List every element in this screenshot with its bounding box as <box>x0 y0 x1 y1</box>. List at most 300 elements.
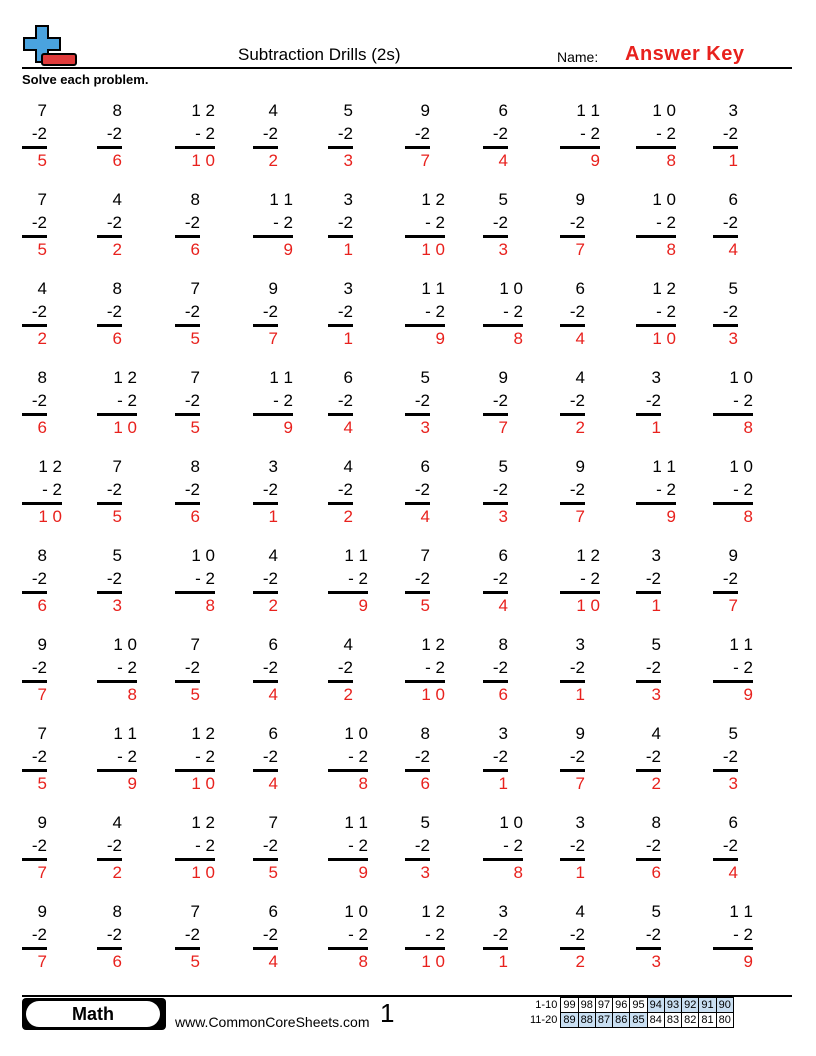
score-cell: 93 <box>664 998 681 1013</box>
answer: 6 <box>112 329 122 348</box>
answer: 6 <box>498 685 508 704</box>
minuend: 8 <box>190 190 200 209</box>
subtraction-problem <box>483 633 508 706</box>
minuend: 1 2 <box>191 813 215 832</box>
answer: 9 <box>283 240 293 259</box>
subtrahend: -2 <box>106 213 122 232</box>
subtrahend: -2 <box>337 302 353 321</box>
minuend: 1 2 <box>576 546 600 565</box>
minuend: 1 1 <box>652 457 676 476</box>
minuend: 7 <box>190 635 200 654</box>
answer: 4 <box>268 952 278 971</box>
subtraction-problem <box>405 366 430 439</box>
subtrahend: -2 <box>184 480 200 499</box>
subtrahend: - 2 <box>42 480 62 499</box>
minuend: 6 <box>728 190 738 209</box>
subtrahend: -2 <box>645 658 661 677</box>
subtrahend: - 2 <box>117 747 137 766</box>
subtrahend: - 2 <box>425 925 445 944</box>
subtraction-problem <box>560 188 585 261</box>
subtrahend: -2 <box>262 569 278 588</box>
subtraction-problem <box>713 544 738 617</box>
subtraction-problem <box>560 99 600 172</box>
subtraction-problem <box>713 99 738 172</box>
answer: 1 <box>575 863 585 882</box>
subtrahend: -2 <box>569 836 585 855</box>
answer: 1 0 <box>113 418 137 437</box>
answer: 7 <box>498 418 508 437</box>
subtraction-problem <box>483 99 508 172</box>
subtraction-problem <box>22 366 47 439</box>
answer: 2 <box>268 151 278 170</box>
subtrahend: - 2 <box>733 658 753 677</box>
answer: 8 <box>513 863 523 882</box>
answer: 8 <box>358 774 368 793</box>
subtrahend: - 2 <box>348 747 368 766</box>
subtraction-problem <box>22 900 47 973</box>
subtraction-problem <box>713 722 738 795</box>
score-cell: 89 <box>561 1013 578 1028</box>
score-cell: 99 <box>561 998 578 1013</box>
minuend: 7 <box>37 101 47 120</box>
answer: 7 <box>728 596 738 615</box>
minuend: 1 0 <box>652 190 676 209</box>
answer: 1 0 <box>191 151 215 170</box>
subtrahend: -2 <box>414 836 430 855</box>
answer: 9 <box>358 863 368 882</box>
answer: 6 <box>190 240 200 259</box>
minuend: 6 <box>575 279 585 298</box>
minuend: 6 <box>498 101 508 120</box>
minuend: 5 <box>343 101 353 120</box>
answer: 2 <box>268 596 278 615</box>
subtrahend: -2 <box>414 569 430 588</box>
minuend: 6 <box>343 368 353 387</box>
answer: 6 <box>651 863 661 882</box>
answer: 7 <box>37 952 47 971</box>
subtrahend: -2 <box>106 124 122 143</box>
subtrahend: - 2 <box>656 124 676 143</box>
subtrahend: -2 <box>262 658 278 677</box>
answer: 8 <box>666 240 676 259</box>
subtraction-problem <box>636 99 676 172</box>
subtrahend: -2 <box>31 747 47 766</box>
minuend: 3 <box>343 279 353 298</box>
answer: 6 <box>37 596 47 615</box>
answer: 1 0 <box>421 952 445 971</box>
subtraction-problem <box>405 544 430 617</box>
answer: 6 <box>420 774 430 793</box>
subtraction-problem <box>328 277 353 350</box>
subtraction-problem <box>328 811 368 884</box>
subtraction-problem <box>636 455 676 528</box>
subtrahend: - 2 <box>425 302 445 321</box>
minuend: 6 <box>268 902 278 921</box>
subtraction-problem <box>328 366 353 439</box>
answer: 8 <box>358 952 368 971</box>
minuend: 9 <box>498 368 508 387</box>
answer: 3 <box>728 774 738 793</box>
minuend: 1 0 <box>652 101 676 120</box>
subtrahend: - 2 <box>656 480 676 499</box>
answer: 4 <box>728 863 738 882</box>
subtrahend: -2 <box>414 391 430 410</box>
subtraction-problem <box>560 544 600 617</box>
subtrahend: -2 <box>492 925 508 944</box>
minuend: 3 <box>651 368 661 387</box>
minuend: 4 <box>575 368 585 387</box>
minuend: 6 <box>420 457 430 476</box>
minuend: 1 1 <box>269 190 293 209</box>
answer: 8 <box>743 418 753 437</box>
subtraction-problem <box>328 99 353 172</box>
subtrahend: - 2 <box>503 836 523 855</box>
minuend: 1 0 <box>729 457 753 476</box>
minuend: 9 <box>575 190 585 209</box>
minuend: 1 2 <box>113 368 137 387</box>
score-cell: 98 <box>578 998 595 1013</box>
subtraction-problem <box>483 811 523 884</box>
answer: 1 <box>728 151 738 170</box>
score-row <box>528 1013 733 1028</box>
subtraction-problem <box>22 455 62 528</box>
answer: 9 <box>743 952 753 971</box>
score-table <box>528 997 734 1028</box>
subtrahend: -2 <box>106 836 122 855</box>
answer: 1 0 <box>576 596 600 615</box>
score-cell: 87 <box>595 1013 612 1028</box>
subtraction-problem <box>175 722 215 795</box>
subtrahend: -2 <box>569 925 585 944</box>
subtrahend: - 2 <box>348 569 368 588</box>
answer: 9 <box>358 596 368 615</box>
subtraction-problem <box>560 366 585 439</box>
score-row-label: 1-10 <box>535 999 558 1011</box>
answer: 1 0 <box>652 329 676 348</box>
minuend: 1 2 <box>38 457 62 476</box>
subtraction-problem <box>253 722 278 795</box>
minuend: 8 <box>498 635 508 654</box>
subtraction-problem <box>253 366 293 439</box>
subtrahend: -2 <box>722 569 738 588</box>
subject-badge <box>22 998 166 1030</box>
subtrahend: -2 <box>722 213 738 232</box>
minuend: 9 <box>37 902 47 921</box>
answer: 9 <box>666 507 676 526</box>
minuend: 5 <box>112 546 122 565</box>
answer: 1 0 <box>421 240 445 259</box>
minuend: 1 1 <box>344 813 368 832</box>
subtraction-problem <box>175 633 200 706</box>
minuend: 7 <box>112 457 122 476</box>
subtrahend: - 2 <box>273 213 293 232</box>
subtraction-problem <box>328 633 353 706</box>
subtraction-problem <box>636 366 661 439</box>
subtraction-problem <box>405 811 430 884</box>
answer: 9 <box>435 329 445 348</box>
subtraction-problem <box>483 722 508 795</box>
subtrahend: -2 <box>569 747 585 766</box>
answer: 9 <box>283 418 293 437</box>
answer-key-label: Answer Key <box>625 43 745 65</box>
answer: 1 <box>268 507 278 526</box>
subtraction-problem <box>483 188 508 261</box>
answer: 2 <box>112 863 122 882</box>
subtrahend: - 2 <box>733 925 753 944</box>
minuend: 9 <box>575 457 585 476</box>
minuend: 9 <box>37 635 47 654</box>
answer: 4 <box>728 240 738 259</box>
subtrahend: - 2 <box>195 747 215 766</box>
subtrahend: -2 <box>184 658 200 677</box>
minuend: 1 2 <box>652 279 676 298</box>
minuend: 4 <box>268 101 278 120</box>
instructions: Solve each problem. <box>22 72 149 87</box>
subtraction-problem <box>636 544 661 617</box>
subtraction-problem <box>713 277 738 350</box>
subtraction-problem <box>713 188 738 261</box>
minuend: 8 <box>420 724 430 743</box>
subtraction-problem <box>253 188 293 261</box>
minuend: 5 <box>420 368 430 387</box>
minuend: 9 <box>37 813 47 832</box>
subtraction-problem <box>405 277 445 350</box>
answer: 7 <box>575 240 585 259</box>
subtrahend: - 2 <box>503 302 523 321</box>
subtraction-problem <box>175 366 200 439</box>
subtrahend: -2 <box>337 391 353 410</box>
subtraction-problem <box>253 900 278 973</box>
minuend: 3 <box>728 101 738 120</box>
subtraction-problem <box>253 544 278 617</box>
subtrahend: -2 <box>569 302 585 321</box>
minuend: 1 1 <box>729 635 753 654</box>
score-cell: 86 <box>613 1013 630 1028</box>
subtrahend: - 2 <box>348 925 368 944</box>
subtraction-problem <box>97 722 137 795</box>
minuend: 4 <box>112 813 122 832</box>
score-cell: 85 <box>630 1013 647 1028</box>
subtraction-problem <box>328 188 353 261</box>
answer: 2 <box>112 240 122 259</box>
subtraction-problem <box>22 722 47 795</box>
answer: 5 <box>190 952 200 971</box>
subtrahend: -2 <box>31 658 47 677</box>
minuend: 1 0 <box>499 279 523 298</box>
answer: 9 <box>743 685 753 704</box>
minuend: 7 <box>190 279 200 298</box>
answer: 4 <box>268 685 278 704</box>
score-cell: 94 <box>647 998 664 1013</box>
answer: 7 <box>268 329 278 348</box>
answer: 2 <box>575 418 585 437</box>
answer: 4 <box>498 596 508 615</box>
subtrahend: -2 <box>31 836 47 855</box>
score-cell: 90 <box>716 998 733 1013</box>
subtrahend: - 2 <box>195 836 215 855</box>
minuend: 4 <box>343 635 353 654</box>
subtrahend: -2 <box>569 480 585 499</box>
minuend: 1 1 <box>576 101 600 120</box>
subject-label: Math <box>26 1001 160 1027</box>
minuend: 1 1 <box>729 902 753 921</box>
subtrahend: -2 <box>106 569 122 588</box>
subtraction-problem <box>328 455 353 528</box>
subtrahend: -2 <box>645 836 661 855</box>
subtraction-problem <box>97 366 137 439</box>
answer: 3 <box>343 151 353 170</box>
subtraction-problem <box>560 633 585 706</box>
answer: 4 <box>498 151 508 170</box>
minuend: 1 2 <box>191 724 215 743</box>
subtrahend: -2 <box>645 747 661 766</box>
subtraction-problem <box>636 633 661 706</box>
subtrahend: -2 <box>492 658 508 677</box>
minuend: 3 <box>498 902 508 921</box>
score-cell: 96 <box>613 998 630 1013</box>
subtraction-problem <box>405 722 430 795</box>
minuend: 4 <box>37 279 47 298</box>
minuend: 5 <box>498 190 508 209</box>
subtrahend: -2 <box>262 124 278 143</box>
answer: 3 <box>420 418 430 437</box>
subtrahend: - 2 <box>195 124 215 143</box>
subtrahend: -2 <box>569 658 585 677</box>
subtrahend: -2 <box>722 302 738 321</box>
answer: 7 <box>37 685 47 704</box>
subtraction-problem <box>253 633 278 706</box>
minuend: 8 <box>37 546 47 565</box>
subtrahend: - 2 <box>195 569 215 588</box>
answer: 3 <box>498 507 508 526</box>
subtraction-problem <box>97 544 122 617</box>
subtrahend: -2 <box>31 124 47 143</box>
subtraction-problem <box>97 900 122 973</box>
score-cell: 95 <box>630 998 647 1013</box>
subtrahend: - 2 <box>580 569 600 588</box>
minuend: 7 <box>37 190 47 209</box>
subtraction-problem <box>175 188 200 261</box>
answer: 2 <box>37 329 47 348</box>
score-cell: 84 <box>647 1013 664 1028</box>
answer: 7 <box>575 774 585 793</box>
subtrahend: -2 <box>106 302 122 321</box>
score-cell: 92 <box>682 998 699 1013</box>
answer: 5 <box>420 596 430 615</box>
subtraction-problem <box>713 455 753 528</box>
subtrahend: - 2 <box>273 391 293 410</box>
minuend: 1 0 <box>499 813 523 832</box>
subtraction-problem <box>175 544 215 617</box>
answer: 1 0 <box>38 507 62 526</box>
subtrahend: -2 <box>722 124 738 143</box>
minuend: 6 <box>498 546 508 565</box>
name-label: Name: <box>557 49 599 65</box>
minuend: 4 <box>575 902 585 921</box>
minuend: 7 <box>190 902 200 921</box>
subtrahend: -2 <box>262 480 278 499</box>
subtraction-problem <box>253 277 278 350</box>
subtrahend: -2 <box>337 124 353 143</box>
minuend: 5 <box>420 813 430 832</box>
subtrahend: - 2 <box>733 391 753 410</box>
subtrahend: - 2 <box>117 658 137 677</box>
minuend: 7 <box>190 368 200 387</box>
minuend: 9 <box>420 101 430 120</box>
minuend: 5 <box>728 724 738 743</box>
subtraction-problem <box>483 277 523 350</box>
score-cell: 88 <box>578 1013 595 1028</box>
answer: 8 <box>743 507 753 526</box>
subtrahend: -2 <box>337 480 353 499</box>
subtraction-problem <box>713 811 738 884</box>
subtrahend: -2 <box>722 747 738 766</box>
subtraction-problem <box>253 455 278 528</box>
minuend: 1 0 <box>113 635 137 654</box>
answer: 7 <box>37 863 47 882</box>
answer: 4 <box>420 507 430 526</box>
minuend: 3 <box>343 190 353 209</box>
answer: 4 <box>343 418 353 437</box>
answer: 5 <box>112 507 122 526</box>
subtraction-problem <box>560 455 585 528</box>
subtraction-problem <box>483 366 508 439</box>
subtraction-problem <box>253 811 278 884</box>
minuend: 1 2 <box>191 101 215 120</box>
answer: 1 <box>498 952 508 971</box>
subtraction-problem <box>97 455 122 528</box>
answer: 1 <box>651 596 661 615</box>
minuend: 1 1 <box>344 546 368 565</box>
subtraction-problem <box>713 900 753 973</box>
minuend: 9 <box>575 724 585 743</box>
minuend: 1 1 <box>269 368 293 387</box>
subtraction-problem <box>175 811 215 884</box>
answer: 1 <box>343 329 353 348</box>
minuend: 6 <box>268 635 278 654</box>
score-row-label: 11-20 <box>530 1014 558 1026</box>
subtrahend: - 2 <box>733 480 753 499</box>
answer: 3 <box>728 329 738 348</box>
subtrahend: -2 <box>645 925 661 944</box>
subtraction-problem <box>253 99 278 172</box>
score-cell: 80 <box>716 1013 733 1028</box>
minuend: 1 1 <box>113 724 137 743</box>
subtrahend: -2 <box>337 658 353 677</box>
answer: 3 <box>498 240 508 259</box>
subtrahend: -2 <box>262 747 278 766</box>
score-cell: 83 <box>664 1013 681 1028</box>
score-cell: 81 <box>699 1013 716 1028</box>
answer: 4 <box>575 329 585 348</box>
subtraction-problem <box>22 99 47 172</box>
subtraction-problem <box>22 633 47 706</box>
subtraction-problem <box>97 188 122 261</box>
subtrahend: -2 <box>492 480 508 499</box>
answer: 2 <box>651 774 661 793</box>
subtrahend: -2 <box>569 391 585 410</box>
answer: 1 0 <box>191 774 215 793</box>
minuend: 5 <box>651 902 661 921</box>
answer: 5 <box>190 329 200 348</box>
answer: 2 <box>343 507 353 526</box>
answer: 4 <box>268 774 278 793</box>
answer: 1 <box>651 418 661 437</box>
minuend: 3 <box>575 813 585 832</box>
subtrahend: -2 <box>492 391 508 410</box>
minuend: 3 <box>651 546 661 565</box>
score-cell: 97 <box>595 998 612 1013</box>
